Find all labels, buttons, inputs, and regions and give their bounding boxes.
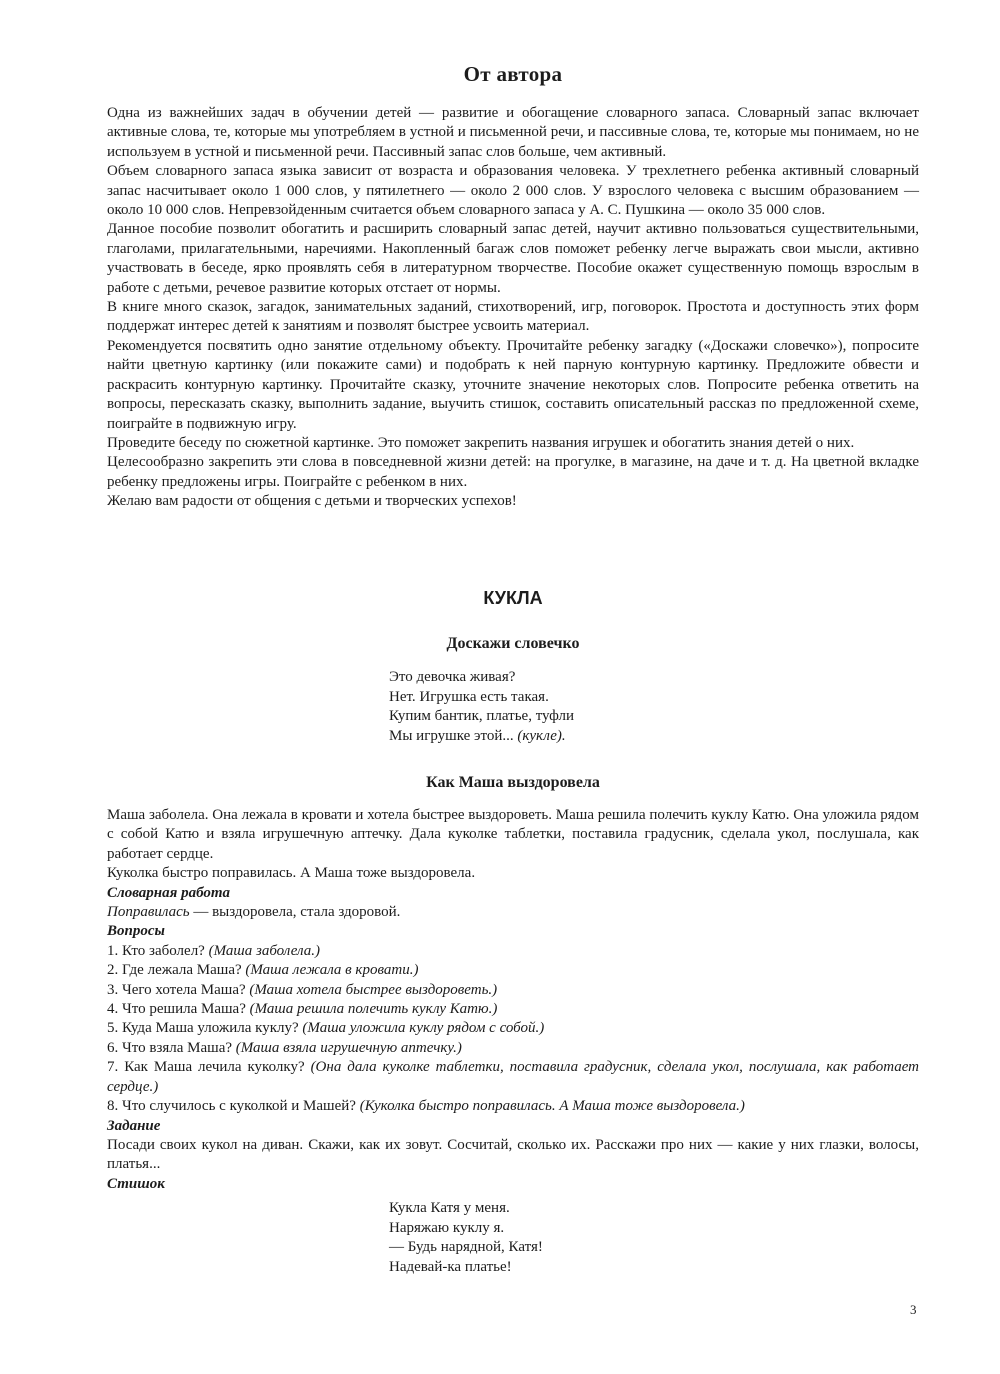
poem-line: Наряжаю куклу я. xyxy=(389,1219,505,1236)
questions-label: Вопросы xyxy=(107,923,165,940)
question-item: 1. Кто заболел? (Маша заболела.) xyxy=(107,942,320,959)
question-item: 3. Чего хотела Маша? (Маша хотела быстрее выздороветь.) xyxy=(107,981,498,998)
poem-line: Кукла Катя у меня. xyxy=(389,1200,510,1216)
poem xyxy=(389,1199,543,1277)
story-paragraph: Маша заболела. Она лежала в кровати и хотела быстрее выздороветь. Маша решила полечить куклу Катю. Она уложила рядом с собой Катю и взяла игрушечную аптечку. Дала куколке таблетки, поставила градусник, сделала укол, послушала, как работает сердце. xyxy=(107,807,919,862)
riddle-line xyxy=(389,727,574,747)
riddle-poem xyxy=(389,668,574,746)
page-title: От автора xyxy=(463,62,563,86)
riddle-answer: (кукле). xyxy=(517,727,566,744)
task-text: Посади своих кукол на диван. Скажи, как их зовут. Сосчитай, сколько их. Расскажи про них — какие у них глазки, волосы, платья... xyxy=(107,1136,919,1173)
intro-section xyxy=(107,104,919,512)
intro-paragraph: Одна из важнейших задач в обучении детей — развитие и обогащение словарного запаса. Словарный запас включает активные слова, те, которые мы употребляем в устной и письменной речи, и пассивные слова, те, которые мы понимаем, но не используем в устной и письменной речи. Пассивный запас слов больше, чем активный. xyxy=(107,105,919,160)
task-label: Задание xyxy=(107,1117,161,1134)
intro-paragraph: Целесообразно закрепить эти слова в повседневной жизни детей: на прогулке, в магазине, на даче и т. д. На цветной вкладке ребенку предложены игры. Поиграйте с ребенком в них. xyxy=(107,454,919,490)
riddle-last-line: Мы игрушке этой... xyxy=(389,727,514,744)
vocab-label: Словарная работа xyxy=(107,884,231,901)
vocab-word: Поправилась xyxy=(107,904,190,921)
question-item: 5. Куда Маша уложила куклу? (Маша уложила куклу рядом с собой.) xyxy=(107,1020,545,1037)
intro-paragraph: Проведите беседу по сюжетной картинке. Это поможет закрепить названия игрушек и обогатить знания детей о них. xyxy=(107,434,855,451)
chapter-title: КУКЛА xyxy=(483,588,543,608)
question-item: 8. Что случилось с куколкой и Машей? (Куколка быстро поправилась. А Маша тоже выздоровела.) xyxy=(107,1098,745,1115)
story-section xyxy=(107,806,919,1194)
riddle-line: Нет. Игрушка есть такая. xyxy=(389,688,549,705)
page-number: 3 xyxy=(910,1302,917,1317)
question-item: 4. Что решила Маша? (Маша решила полечить куклу Катю.) xyxy=(107,1001,498,1018)
intro-paragraph: Рекомендуется посвятить одно занятие отдельному объекту. Прочитайте ребенку загадку («Доскажи словечко»), попросите найти цветную картинку (или покажите сами) и подобрать к ней парную контурную картинку. Предложите обвести и раскрасить контурную картинку. Прочитайте сказку, уточните значение некоторых слов. Попросите ребенка ответить на вопросы, пересказать сказку, выполнить задание, выучить стишок, составить описательный рассказ по предложенной схеме, поиграйте в подвижную игру. xyxy=(107,337,919,432)
poem-line: Надевай-ка платье! xyxy=(389,1258,512,1275)
story-paragraph: Куколка быстро поправилась. А Маша тоже выздоровела. xyxy=(107,865,476,882)
question-item: 7. Как Маша лечила куколку? (Она дала куколке таблетки, поставила градусник, сделала укол, послушала, как работает сердце.) xyxy=(107,1059,920,1095)
question-item: 6. Что взяла Маша? (Маша взяла игрушечную аптечку.) xyxy=(107,1039,462,1056)
intro-paragraph: В книге много сказок, загадок, занимательных заданий, стихотворений, игр, поговорок. Простота и доступность этих форм поддержат интерес детей к занятиям и позволят быстрее усвоить материал. xyxy=(107,299,919,335)
intro-paragraph: Желаю вам радости от общения с детьми и творческих успехов! xyxy=(107,493,517,510)
intro-paragraph: Объем словарного запаса языка зависит от возраста и образования человека. У трехлетнего ребенка активный словарный запас насчитывает около 1 000 слов, у пятилетнего — около 2 000 слов. У взрослого человека с высшим образованием — около 10 000 слов. Непревзойденным считается объем словарного запаса у А. С. Пушкина — около 35 000 слов. xyxy=(107,163,919,219)
riddle-line: Купим бантик, платье, туфли xyxy=(389,708,575,724)
riddle-line: Это девочка живая? xyxy=(389,669,516,685)
vocab-entry xyxy=(107,903,919,922)
poem-line: — Будь нарядной, Катя! xyxy=(389,1239,543,1255)
vocab-definition: — выздоровела, стала здоровой. xyxy=(189,904,401,921)
story-title: Как Маша выздоровела xyxy=(426,774,600,791)
poem-label: Стишок xyxy=(107,1175,165,1192)
riddle-title: Доскажи словечко xyxy=(446,635,580,652)
intro-paragraph: Данное пособие позволит обогатить и расширить словарный запас детей, научит активно пользоваться существительными, глаголами, прилагательными, наречиями. Накопленный багаж слов поможет ребенку легче выражать свои мысли, активно участвовать в беседе, ярко проявлять себя в литературном творчестве. Пособие окажет существенную помощь взрослым в работе с детьми, речевое развитие которых отстает от нормы. xyxy=(107,221,919,296)
question-item: 2. Где лежала Маша? (Маша лежала в кровати.) xyxy=(107,962,419,979)
